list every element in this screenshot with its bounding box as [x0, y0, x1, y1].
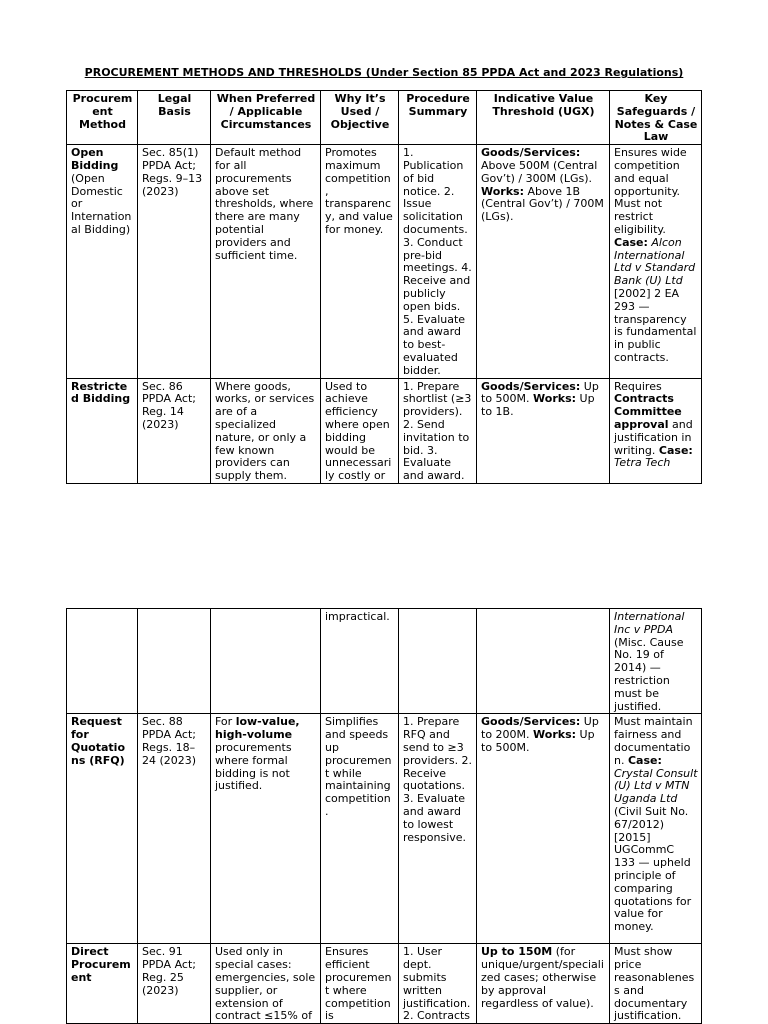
threshold-works-label: Works: [533, 728, 577, 742]
cell-why: impractical. [321, 609, 399, 714]
when-emphasis: low-value, high-volume [215, 715, 300, 742]
cell-why: Simplifies and speeds up procuremen t while maintaining competition . [321, 714, 399, 944]
case-citation: (Civil Suit No. 67/2012) [2015] UGCommC 133 — upheld principle of comparing quotations for value for money. [614, 804, 692, 934]
header-row [67, 91, 702, 145]
threshold-value: (for unique/urgent/speciali zed cases; otherwise by approval regardless of value). [481, 945, 604, 1010]
header-method: Procurem ent Method [67, 91, 138, 145]
cell-when: Where goods, works, or services are of a specialized nature, or only a few known providers can supply them. [211, 378, 321, 483]
threshold-goods-value: Up to 200M. [481, 715, 599, 742]
cell-safeguards [610, 378, 702, 483]
cell-threshold [477, 609, 610, 714]
when-text: For [215, 715, 236, 729]
safeguard-note: Requires [614, 379, 662, 393]
cell-legal: Sec. 86 PPDA Act; Reg. 14 (2023) [138, 378, 211, 483]
cell-method [67, 145, 138, 378]
safeguard-note: Ensures wide competition and equal opportunity. Must not restrict eligibility. [614, 146, 687, 236]
procurement-table-part1 [66, 90, 702, 484]
cell-why: Promotes maximum competition , transparenc y, and value for money. [321, 145, 399, 378]
cell-procedure: 1. Prepare shortlist (≥3 providers). 2. Send invitation to bid. 3. Evaluate and award. [399, 378, 477, 483]
row-restricted-continued [67, 609, 702, 714]
cell-method [67, 609, 138, 714]
threshold-goods-value: Up to 500M. [481, 379, 599, 406]
cell-safeguards [610, 145, 702, 378]
cell-safeguards [610, 714, 702, 944]
cell-legal: Sec. 85(1) PPDA Act; Regs. 9–13 (2023) [138, 145, 211, 378]
safeguard-note-cont: and justification in writing. [614, 417, 693, 457]
method-name: Request for Quotatio ns (RFQ) [71, 715, 126, 767]
threshold-goods-label: Goods/Services: [481, 146, 581, 160]
case-name: International Inc v PPDA [614, 610, 685, 636]
cell-threshold [477, 944, 610, 1024]
method-subtitle: (Open Domestic or Internation al Bidding) [71, 171, 132, 236]
threshold-goods-label: Goods/Services: [481, 379, 581, 393]
cell-legal [138, 609, 211, 714]
cell-why: Used to achieve efficiency where open bidding would be unnecessari ly costly or [321, 378, 399, 483]
threshold-works-value: Up to 1B. [481, 392, 595, 419]
method-name: Open Bidding [71, 146, 119, 172]
threshold-label: Up to 150M [481, 945, 553, 959]
when-text-cont: procurements where formal bidding is not justified. [215, 740, 292, 793]
row-direct-procurement [67, 944, 702, 1024]
threshold-works-label: Works: [533, 392, 577, 406]
case-label: Case: [627, 753, 662, 767]
cell-method [67, 378, 138, 483]
header-when-preferred: When Preferred / Applicable Circumstances [211, 91, 321, 145]
cell-procedure: 1. User dept. submits written justification. 2. Contracts [399, 944, 477, 1024]
method-name: Direct Procurem ent [71, 945, 131, 984]
threshold-goods-value: Above 500M (Central Gov’t) / 300M (LGs). [481, 158, 598, 185]
cell-procedure [399, 609, 477, 714]
header-legal-basis: Legal Basis [138, 91, 211, 145]
safeguard-note: Must maintain fairness and documentatio n. [614, 715, 693, 767]
row-restricted-bidding [67, 378, 702, 483]
header-threshold: Indicative Value Threshold (UGX) [477, 91, 610, 145]
header-safeguards: Key Safeguards / Notes & Case Law [610, 91, 702, 145]
cell-when: Default method for all procurements above set thresholds, where there are many potential providers and sufficient time. [211, 145, 321, 378]
cell-procedure: 1. Publication of bid notice. 2. Issue solicitation documents. 3. Conduct pre-bid meetings. 4. Receive and publicly open bids. 5. Evaluate and award to best-evaluated bidder. [399, 145, 477, 378]
case-label: Case: [614, 235, 648, 249]
threshold-works-value: Up to 500M. [481, 728, 595, 754]
threshold-goods-label: Goods/Services: [481, 715, 581, 729]
safeguard-emphasis: Contracts Committee approval [614, 392, 682, 431]
cell-when [211, 609, 321, 714]
cell-threshold [477, 378, 610, 483]
header-procedure: Procedure Summary [399, 91, 477, 145]
cell-method [67, 714, 138, 944]
cell-legal: Sec. 88 PPDA Act; Regs. 18–24 (2023) [138, 714, 211, 944]
threshold-works-label: Works: [481, 184, 524, 198]
threshold-works-value: Above 1B (Central Gov’t) / 700M (LGs). [481, 184, 604, 224]
cell-safeguards: Must show price reasonablenes s and documentary justification. [610, 944, 702, 1024]
case-name: Crystal Consult (U) Ltd v MTN Uganda Ltd [614, 766, 698, 806]
document-title: PROCUREMENT METHODS AND THRESHOLDS (Under Section 85 PPDA Act and 2023 Regulations) [84, 66, 684, 79]
cell-procedure: 1. Prepare RFQ and send to ≥3 providers. 2. Receive quotations. 3. Evaluate and award to lowest responsive. [399, 714, 477, 944]
cell-when: Used only in special cases: emergencies, sole supplier, or extension of contract ≤15% of [211, 944, 321, 1024]
case-citation: (Misc. Cause No. 19 of 2014) — restriction must be justified. [614, 635, 684, 713]
cell-threshold [477, 145, 610, 378]
header-why-used: Why It’s Used / Objective [321, 91, 399, 145]
cell-threshold [477, 714, 610, 944]
cell-when [211, 714, 321, 944]
cell-legal: Sec. 91 PPDA Act; Reg. 25 (2023) [138, 944, 211, 1024]
method-name: Restricte d Bidding [71, 379, 131, 406]
procurement-table-part2 [66, 608, 702, 1024]
case-label: Case: [658, 443, 693, 457]
case-citation: [2002] 2 EA 293 — transparency is fundamental in public contracts. [614, 286, 697, 364]
cell-method [67, 944, 138, 1024]
case-name: Alcon International Ltd v Standard Bank (U) Ltd [614, 235, 696, 288]
row-open-bidding [67, 145, 702, 378]
row-request-for-quotations [67, 714, 702, 944]
cell-safeguards [610, 609, 702, 714]
case-name: Tetra Tech [614, 456, 671, 470]
cell-why: Ensures efficient procuremen t where competition is [321, 944, 399, 1024]
